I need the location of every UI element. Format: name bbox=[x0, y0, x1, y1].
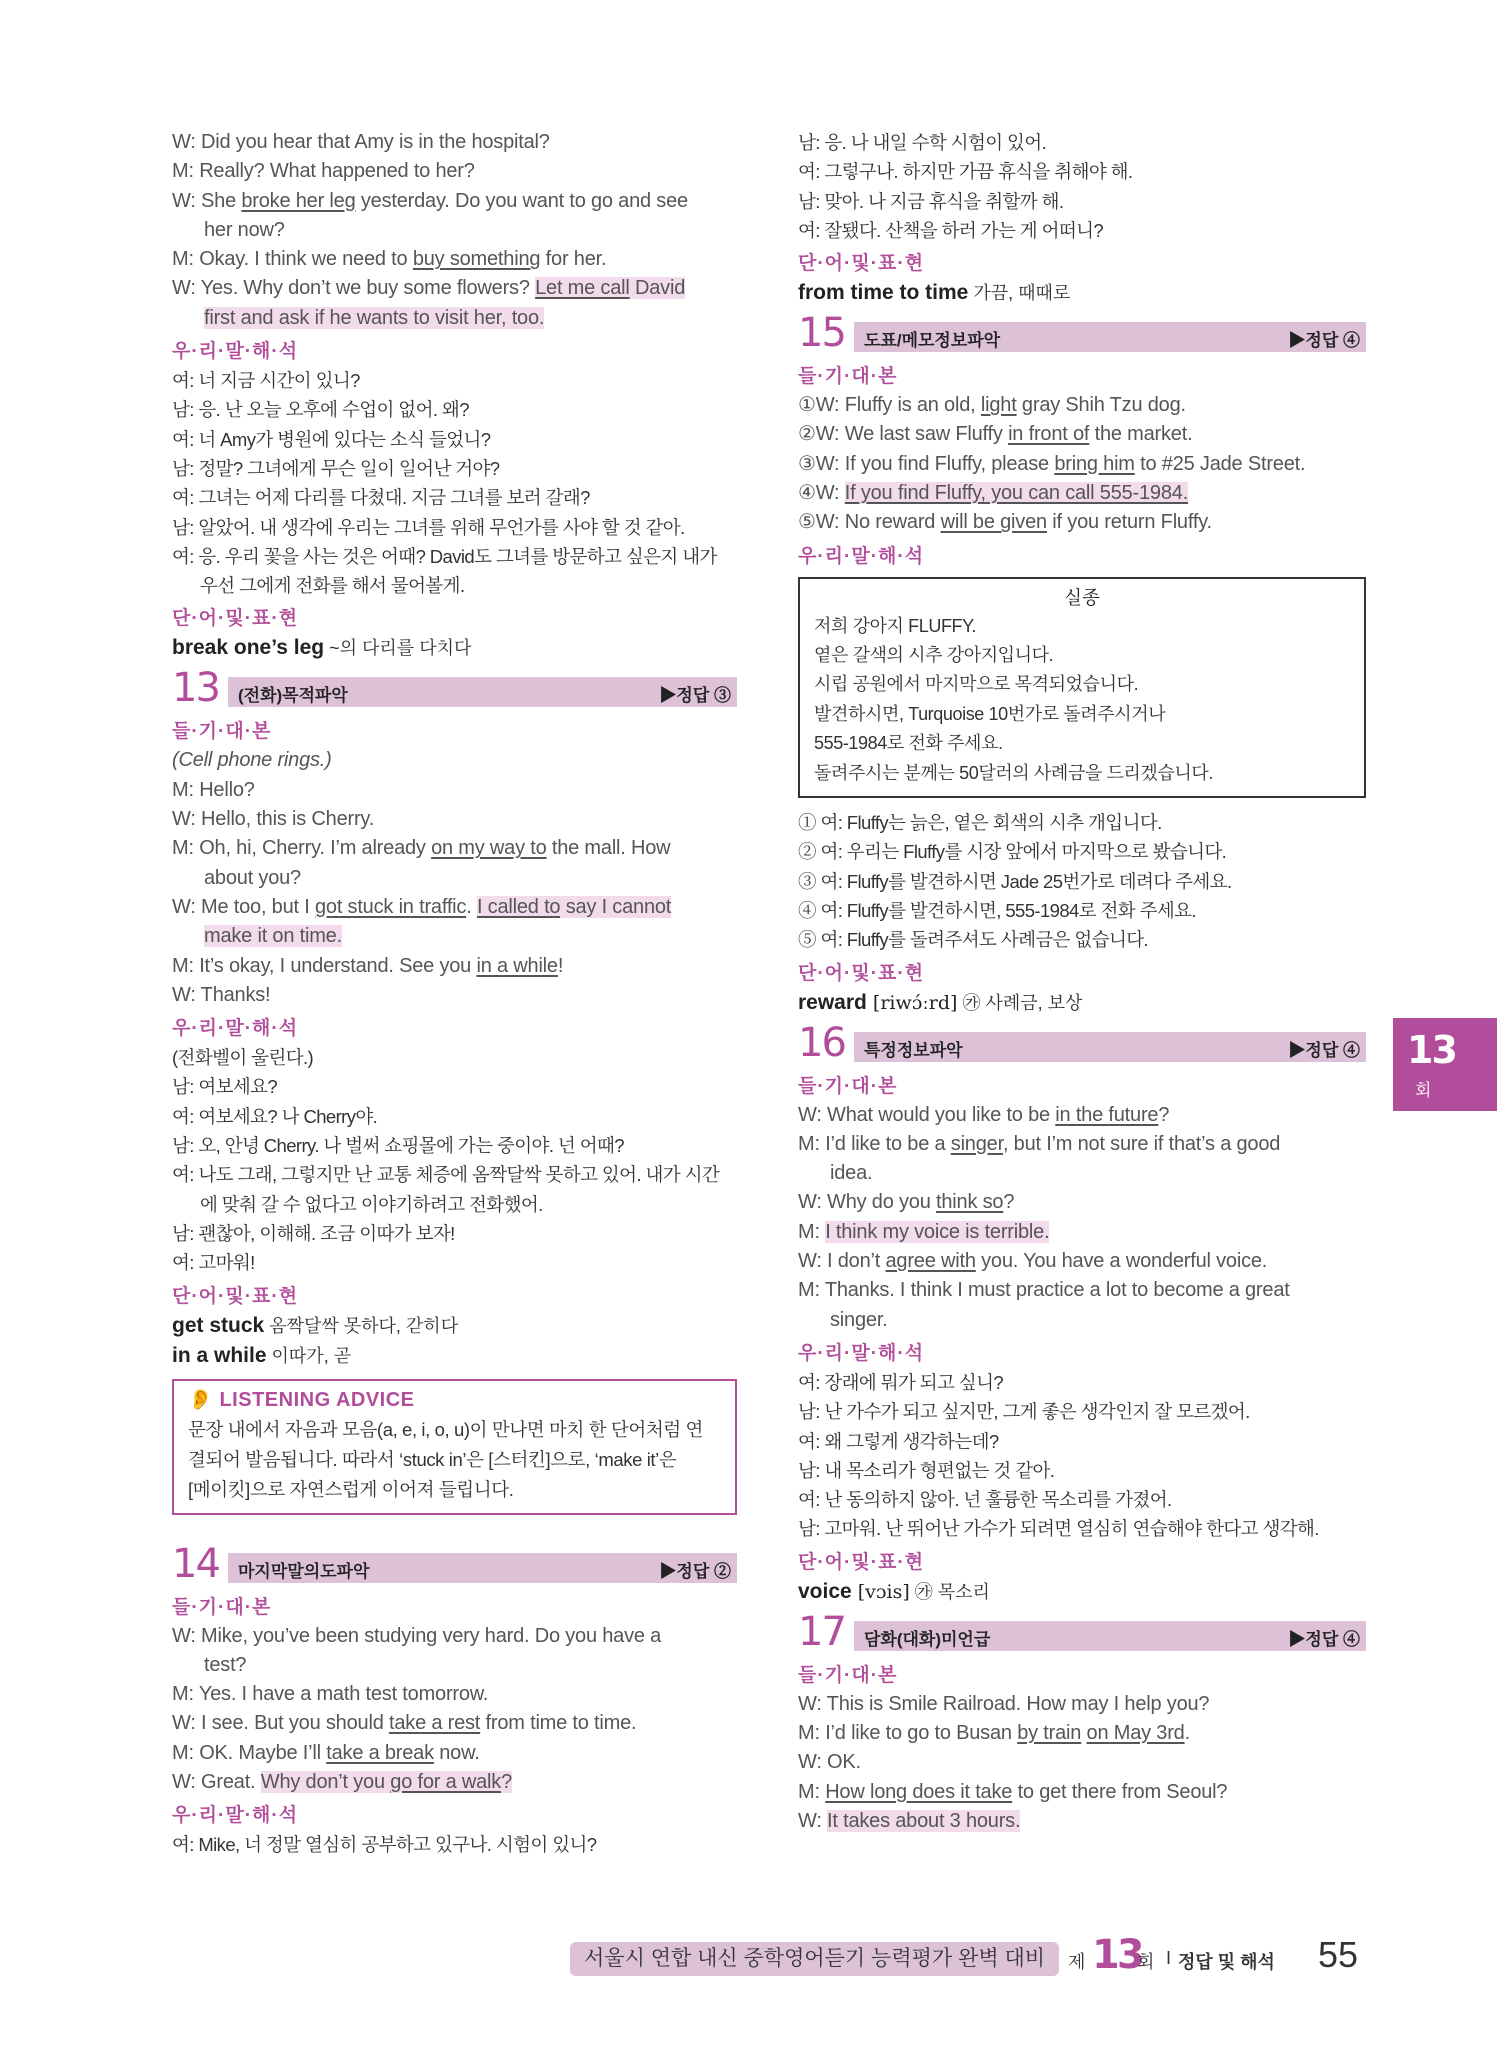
speaker-label: ④W: bbox=[798, 482, 845, 505]
page-footer bbox=[570, 1932, 1370, 1986]
q12-vocab-label: 단·어·및·표·현 bbox=[172, 608, 299, 630]
script-line: M: OK. Maybe I’ll take a break now. bbox=[172, 1741, 480, 1764]
script-line: W: OK. bbox=[798, 1751, 861, 1774]
speaker-label: W: bbox=[798, 1250, 828, 1273]
question-type-bar bbox=[228, 1553, 737, 1583]
script-line: M: Hello? bbox=[172, 778, 255, 801]
question-type: 특정정보파악 bbox=[864, 1040, 963, 1060]
speaker-label: M: bbox=[172, 954, 200, 977]
notice-line: 저희 강아지 FLUFFY. bbox=[814, 615, 977, 636]
q14-header bbox=[172, 1540, 737, 1589]
translation-line: ② 여: 우리는 Fluffy를 시장 앞에서 마지막으로 봤습니다. bbox=[798, 841, 1227, 863]
advice-line: [메이킷]으로 자연스럽게 이어져 들립니다. bbox=[188, 1478, 514, 1500]
notice-line: 발견하시면, Turquoise 10번가로 돌려주시거나 bbox=[814, 703, 1166, 724]
footer-separator: I bbox=[1166, 1948, 1172, 1968]
script-line: idea. bbox=[830, 1162, 873, 1185]
missing-dog-notice bbox=[798, 577, 1366, 798]
script-line: (Cell phone rings.) bbox=[172, 749, 332, 772]
speaker-label: ②W: bbox=[798, 423, 845, 446]
left-column bbox=[172, 128, 737, 1860]
vocab-entry: voice [vɔis] ㉮ 목소리 bbox=[798, 1579, 990, 1603]
listening-advice-box bbox=[172, 1379, 737, 1515]
question-type-bar bbox=[854, 1032, 1366, 1062]
speaker-label: W: bbox=[798, 1692, 827, 1715]
q15-header bbox=[798, 310, 1366, 358]
script-line: W: Why do you think so? bbox=[798, 1191, 1015, 1214]
question-type: 마지막말의도파악 bbox=[238, 1561, 370, 1581]
script-line: test? bbox=[204, 1653, 247, 1676]
vocab-entry: reward [riwɔ́ːrd] ㉮ 사례금, 보상 bbox=[798, 990, 1083, 1014]
script-line: M: Okay. I think we need to buy something for her. bbox=[172, 248, 607, 271]
speaker-label: W: bbox=[172, 983, 201, 1006]
script-line: ②W: We last saw Fluffy in front of the market. bbox=[798, 423, 1193, 446]
answer-badge: ▶정답 ③ bbox=[659, 686, 731, 706]
speaker-label: W: bbox=[172, 1712, 202, 1735]
translation-line: 여: 여보세요? 나 Cherry야. bbox=[172, 1105, 378, 1127]
q14-vocab-label: 단·어·및·표·현 bbox=[798, 253, 925, 275]
question-type: (전화)목적파악 bbox=[238, 686, 348, 706]
question-number: 16 bbox=[798, 1019, 845, 1066]
speaker-label: W: bbox=[172, 131, 202, 153]
question-type-bar bbox=[854, 1621, 1366, 1651]
q12-translation-label: 우·리·말·해·석 bbox=[172, 341, 299, 363]
speaker-label: W: bbox=[798, 1809, 828, 1832]
answer-badge: ▶정답 ④ bbox=[1288, 1629, 1360, 1649]
speaker-label: M: bbox=[798, 1722, 826, 1745]
q14-translation-left bbox=[172, 1830, 737, 1859]
translation-line: 남: 난 가수가 되고 싶지만, 그게 좋은 생각인지 잘 모르겠어. bbox=[798, 1401, 1250, 1423]
q15-vocab-label: 단·어·및·표·현 bbox=[798, 962, 925, 984]
translation-line: ③ 여: Fluffy를 발견하시면 Jade 25번가로 데려다 주세요. bbox=[798, 870, 1232, 892]
footer-hoe: 회 bbox=[1137, 1952, 1155, 1972]
translation-line: 여: 너 지금 시간이 있니? bbox=[172, 370, 360, 392]
translation-line: 우선 그에게 전화를 해서 물어볼게. bbox=[200, 575, 465, 597]
q13-script bbox=[172, 746, 737, 1010]
speaker-label: W: bbox=[172, 277, 201, 300]
translation-line: 여: 너 Amy가 병원에 있다는 소식 들었니? bbox=[172, 428, 491, 450]
translation-line: 여: Mike, 너 정말 열심히 공부하고 있구나. 시험이 있니? bbox=[172, 1834, 597, 1856]
speaker-label: M: bbox=[172, 1683, 199, 1706]
script-line: M: Really? What happened to her? bbox=[172, 160, 475, 183]
translation-line: 남: 응. 난 오늘 오후에 수업이 없어. 왜? bbox=[172, 399, 469, 421]
script-line: ④W: If you find Fluffy, you can call 555-1984. bbox=[798, 482, 1189, 505]
script-line: about you? bbox=[204, 866, 301, 889]
q13-translation-label: 우·리·말·해·석 bbox=[172, 1018, 299, 1040]
ear-icon: 👂 bbox=[188, 1388, 220, 1411]
script-line: W: Did you hear that Amy is in the hospital? bbox=[172, 131, 550, 153]
speaker-label: ⑤W: bbox=[798, 511, 845, 534]
script-line: W: Hello, this is Cherry. bbox=[172, 808, 375, 831]
translation-line: 여: 잘됐다. 산책을 하러 가는 게 어떠니? bbox=[798, 219, 1104, 241]
script-line: her now? bbox=[204, 218, 285, 241]
footer-book-title: 서울시 연합 내신 중학영어듣기 능력평가 완벽 대비 bbox=[570, 1942, 1059, 1976]
speaker-label: W: bbox=[798, 1103, 828, 1126]
speaker-label: M: bbox=[798, 1279, 825, 1302]
footer-section-label: 정답 및 해석 bbox=[1178, 1952, 1275, 1972]
speaker-label: M: bbox=[172, 160, 200, 183]
translation-line: 여: 응. 우리 꽃을 사는 것은 어때? David도 그녀를 방문하고 싶은지 내가 bbox=[172, 545, 717, 567]
script-line: first and ask if he wants to visit her, too. bbox=[204, 306, 545, 329]
script-line: M: Yes. I have a math test tomorrow. bbox=[172, 1683, 489, 1706]
speaker-label: M: bbox=[172, 248, 200, 271]
chapter-number: 13 bbox=[1407, 1028, 1456, 1072]
notice-title: 실종 bbox=[1064, 586, 1100, 608]
vocab-entry: from time to time 가끔, 때때로 bbox=[798, 281, 1071, 305]
script-line: make it on time. bbox=[204, 925, 342, 948]
q12-translation bbox=[172, 366, 737, 600]
translation-line: 남: 오, 안녕 Cherry. 나 벌써 쇼핑몰에 가는 중이야. 넌 어때? bbox=[172, 1135, 624, 1157]
script-line: M: I’d like to be a singer, but I’m not sure if that’s a good bbox=[798, 1132, 1281, 1155]
speaker-label: M: bbox=[172, 1741, 200, 1764]
script-line: W: What would you like to be in the future? bbox=[798, 1103, 1170, 1126]
translation-line: 남: 여보세요? bbox=[172, 1076, 278, 1098]
script-line: W: Me too, but I got stuck in traffic. I called to say I cannot bbox=[172, 895, 672, 918]
speaker-label: ③W: bbox=[798, 452, 845, 475]
speaker-label: M: bbox=[798, 1132, 826, 1155]
script-line: singer. bbox=[830, 1308, 888, 1331]
script-line: ③W: If you find Fluffy, please bring him to #25 Jade Street. bbox=[798, 452, 1306, 475]
speaker-label: W: bbox=[798, 1751, 828, 1774]
q14-translation-right bbox=[798, 128, 1366, 245]
translation-line: 여: 왜 그렇게 생각하는데? bbox=[798, 1430, 999, 1452]
q15-translation bbox=[798, 808, 1366, 954]
translation-line: 남: 내 목소리가 형편없는 것 같아. bbox=[798, 1459, 1055, 1481]
translation-line: 에 맞춰 갈 수 없다고 이야기하려고 전화했어. bbox=[200, 1193, 543, 1215]
script-line: W: Mike, you’ve been studying very hard. Do you have a bbox=[172, 1624, 662, 1647]
footer-je: 제 bbox=[1068, 1952, 1086, 1972]
translation-line: 여: 장래에 뭐가 되고 싶니? bbox=[798, 1371, 1004, 1393]
script-line: W: Yes. Why don’t we buy some flowers? Let me call David bbox=[172, 277, 686, 300]
translation-line: 여: 나도 그래, 그렇지만 난 교통 체증에 옴짝달싹 못하고 있어. 내가 시간 bbox=[172, 1164, 720, 1186]
speaker-label: M: bbox=[798, 1780, 826, 1803]
translation-line: 여: 그녀는 어제 다리를 다쳤대. 지금 그녀를 보러 갈래? bbox=[172, 487, 590, 509]
q16-header bbox=[798, 1019, 1366, 1068]
q17-script bbox=[798, 1690, 1366, 1836]
translation-line: ① 여: Fluffy는 늙은, 옅은 회색의 시추 개입니다. bbox=[798, 812, 1162, 834]
script-line: M: I’d like to go to Busan by train on May 3rd. bbox=[798, 1722, 1190, 1745]
speaker-label: M: bbox=[172, 837, 200, 860]
speaker-label: W: bbox=[172, 189, 202, 212]
translation-line: 남: 응. 나 내일 수학 시험이 있어. bbox=[798, 132, 1047, 153]
script-line: M: I think my voice is terrible. bbox=[798, 1220, 1050, 1243]
script-line: W: She broke her leg yesterday. Do you want to go and see bbox=[172, 189, 688, 212]
q13-header bbox=[172, 665, 737, 713]
notice-line: 시립 공원에서 마지막으로 목격되었습니다. bbox=[814, 674, 1139, 695]
q16-script-label: 들·기·대·본 bbox=[798, 1075, 898, 1097]
script-line: ⑤W: No reward will be given if you return Fluffy. bbox=[798, 511, 1212, 534]
q14-script-label: 들·기·대·본 bbox=[172, 1596, 272, 1618]
translation-line: 남: 맞아. 나 지금 휴식을 취할까 해. bbox=[798, 190, 1064, 212]
vocab-entry: get stuck 옴짝달싹 못하다, 갇히다 bbox=[172, 1313, 459, 1337]
speaker-label: W: bbox=[172, 1770, 202, 1793]
notice-line: 돌려주시는 분께는 50달러의 사례금을 드리겠습니다. bbox=[814, 762, 1213, 783]
q15-vocab bbox=[798, 988, 1366, 1018]
footer-test-number: 13 bbox=[1092, 1932, 1142, 1978]
speaker-label: ①W: bbox=[798, 394, 845, 417]
q15-script bbox=[798, 391, 1366, 537]
q15-script-label: 들·기·대·본 bbox=[798, 366, 898, 388]
vocab-entry: break one’s leg ~의 다리를 다치다 bbox=[172, 636, 472, 660]
q12-vocab bbox=[172, 633, 737, 663]
speaker-label: W: bbox=[172, 895, 202, 918]
page-number: 55 bbox=[1318, 1934, 1359, 1975]
question-type: 담화(대화)미언급 bbox=[864, 1629, 991, 1649]
script-line: W: Thanks! bbox=[172, 983, 271, 1006]
q16-vocab bbox=[798, 1577, 1366, 1607]
q16-vocab-label: 단·어·및·표·현 bbox=[798, 1551, 925, 1573]
answer-badge: ▶정답 ④ bbox=[1288, 331, 1360, 351]
script-line: W: It takes about 3 hours. bbox=[798, 1809, 1021, 1832]
question-type-bar bbox=[854, 322, 1366, 352]
translation-line: 여: 그렇구나. 하지만 가끔 휴식을 취해야 해. bbox=[798, 161, 1133, 183]
q13-translation bbox=[172, 1043, 737, 1277]
q13-vocab bbox=[172, 1311, 737, 1371]
answer-badge: ▶정답 ② bbox=[659, 1561, 731, 1581]
script-line: M: Thanks. I think I must practice a lot to become a great bbox=[798, 1279, 1290, 1302]
translation-line: 남: 고마워. 난 뛰어난 가수가 되려면 열심히 연습해야 한다고 생각해. bbox=[798, 1518, 1319, 1540]
speaker-label: M: bbox=[798, 1220, 826, 1243]
q16-script bbox=[798, 1101, 1366, 1335]
question-number: 13 bbox=[172, 665, 219, 712]
speaker-label: W: bbox=[172, 808, 202, 831]
question-number: 14 bbox=[172, 1540, 219, 1587]
advice-line: 문장 내에서 자음과 모음(a, e, i, o, u)이 만나면 마치 한 단어처럼 연 bbox=[188, 1418, 703, 1440]
q15-translation-label: 우·리·말·해·석 bbox=[798, 545, 925, 567]
notice-line: 옅은 갈색의 시추 강아지입니다. bbox=[814, 645, 1054, 666]
right-column bbox=[798, 128, 1366, 1836]
translation-line: 남: 정말? 그녀에게 무슨 일이 일어난 거야? bbox=[172, 457, 500, 479]
q13-script-label: 들·기·대·본 bbox=[172, 721, 272, 743]
script-line: W: I see. But you should take a rest from time to time. bbox=[172, 1712, 637, 1735]
speaker-label: W: bbox=[172, 1624, 202, 1647]
speaker-label: M: bbox=[172, 778, 200, 801]
script-line: M: How long does it take to get there from Seoul? bbox=[798, 1780, 1228, 1803]
translation-line: (전화벨이 울린다.) bbox=[172, 1047, 314, 1069]
listening-advice-title: 👂 LISTENING ADVICE bbox=[188, 1388, 415, 1411]
answer-badge: ▶정답 ④ bbox=[1288, 1040, 1360, 1060]
vocab-entry: in a while 이따가, 곧 bbox=[172, 1343, 352, 1367]
script-line: M: It’s okay, I understand. See you in a while! bbox=[172, 954, 564, 977]
chapter-label: 회 bbox=[1415, 1081, 1432, 1100]
question-number: 15 bbox=[798, 310, 845, 357]
translation-line: ⑤ 여: Fluffy를 돌려주셔도 사례금은 없습니다. bbox=[798, 929, 1149, 951]
translation-line: 여: 난 동의하지 않아. 넌 훌륭한 목소리를 가졌어. bbox=[798, 1489, 1172, 1511]
advice-line: 결되어 발음됩니다. 따라서 ‘stuck in’은 [스터킨]으로, ‘make it’은 bbox=[188, 1448, 677, 1470]
question-number: 17 bbox=[798, 1608, 845, 1655]
translation-line: 남: 괜찮아, 이해해. 조금 이따가 보자! bbox=[172, 1222, 455, 1244]
q14-script bbox=[172, 1622, 737, 1798]
chapter-side-tab bbox=[1393, 1018, 1497, 1111]
q17-header bbox=[798, 1608, 1366, 1657]
q17-script-label: 들·기·대·본 bbox=[798, 1664, 898, 1686]
q12-script-tail bbox=[172, 128, 737, 333]
translation-line: ④ 여: Fluffy를 발견하시면, 555-1984로 전화 주세요. bbox=[798, 900, 1196, 921]
speaker-label: W: bbox=[798, 1191, 828, 1214]
question-type-bar bbox=[228, 677, 737, 707]
script-line: M: Oh, hi, Cherry. I’m already on my way to the mall. How bbox=[172, 837, 671, 860]
question-type: 도표/메모정보파악 bbox=[864, 331, 1001, 351]
script-line: W: This is Smile Railroad. How may I help you? bbox=[798, 1692, 1210, 1715]
q16-translation-label: 우·리·말·해·석 bbox=[798, 1342, 925, 1364]
notice-line: 555-1984로 전화 주세요. bbox=[814, 733, 1003, 754]
q14-vocab bbox=[798, 278, 1366, 308]
script-line: W: Great. Why don’t you go for a walk? bbox=[172, 1770, 512, 1793]
q13-vocab-label: 단·어·및·표·현 bbox=[172, 1285, 299, 1307]
translation-line: 남: 알았어. 내 생각에 우리는 그녀를 위해 무언가를 사야 할 것 같아. bbox=[172, 516, 685, 538]
translation-line: 여: 고마워! bbox=[172, 1252, 255, 1274]
script-line: W: I don’t agree with you. You have a wonderful voice. bbox=[798, 1250, 1268, 1273]
script-line: ①W: Fluffy is an old, light gray Shih Tzu dog. bbox=[798, 394, 1186, 417]
q14-translation-label: 우·리·말·해·석 bbox=[172, 1805, 299, 1827]
q16-translation bbox=[798, 1368, 1366, 1544]
